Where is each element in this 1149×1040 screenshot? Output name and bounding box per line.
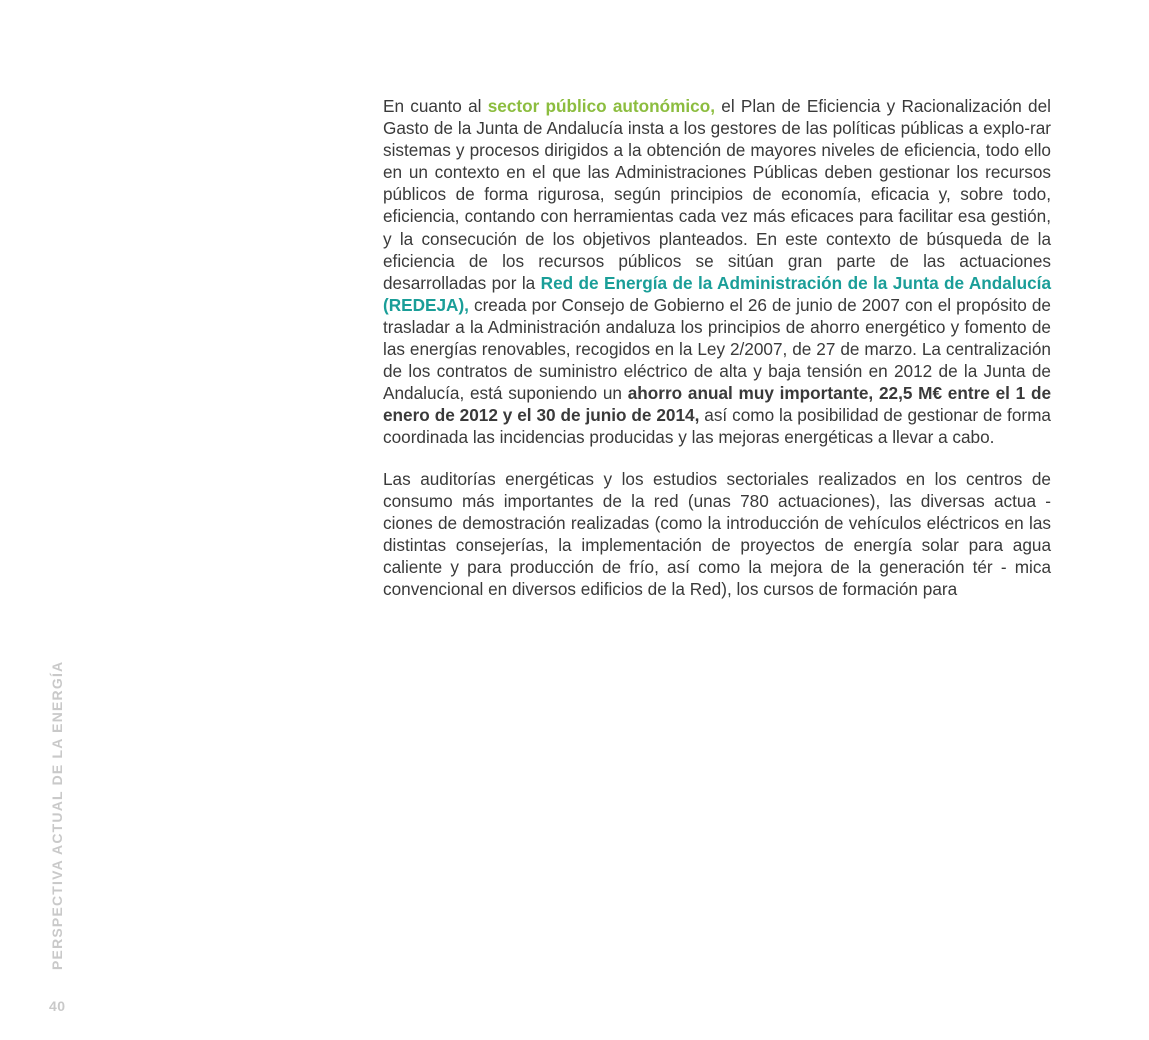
- section-side-label: PERSPECTIVA ACTUAL DE LA ENERGÍA: [49, 660, 65, 970]
- p1-seg-4: creada por Consejo de Gobierno el 26 de junio de 2007 con el propósito de trasladar a la Administración andaluza los principios de ahorro energético y fomento de las energías renovables, recogidos en la Ley 2/2007, de 27 de marzo. La centralización de los contratos de suministro eléctrico de alta y baja tensión en 2012 de la Junta de Andalucía, está suponiendo un: [383, 294, 1051, 404]
- paragraph-1: [383, 95, 1051, 449]
- p1-seg-0: En cuanto al: [383, 96, 488, 116]
- p1-seg-2: el Plan de Eficiencia y Racionalización del Gasto de la Junta de Andalucía insta a los gestores de las políticas públicas a explo-rar sistemas y procesos dirigidos a la obtención de mayores niveles de eficiencia, todo ello en un contexto en el que las Administraciones Públicas deben gestionar los recursos públicos de forma rigurosa, según principios de economía, eficacia y, sobre todo, eficiencia, contando con herramientas cada vez más eficaces para facilitar esa gestión, y la consecución de los objetivos planteados. En este contexto de búsqueda de la eficiencia de los recursos públicos se sitúan gran parte de las actuaciones desarrolladas por la: [383, 96, 1051, 293]
- highlight-ahorro-anual: ahorro anual muy importante, 22,5 M€ entre el 1 de enero de 2012 y el 30 de junio de 2014,: [383, 383, 1052, 426]
- highlight-redeja: Red de Energía de la Administración de la Junta de Andalucía (REDEJA),: [383, 272, 1052, 315]
- body-text-column: [383, 95, 1051, 600]
- p2-seg-0: Las auditorías energéticas y los estudios sectoriales realizados en los centros de consumo más importantes de la red (unas 780 actuaciones), las diversas actua - ciones de demostración realizadas (como la introducción de vehículos eléctricos en las distintas consejerías, la implementación de proyectos de energía solar para agua caliente y para producción de frío, así como la mejora de la generación tér - mica convencional en diversos edificios de la Red), los cursos de formación para: [383, 468, 1051, 599]
- highlight-sector-publico: sector público autonómico,: [487, 96, 716, 116]
- p1-seg-6: así como la posibilidad de gestionar de forma coordinada las incidencias producidas y las mejoras energéticas a llevar a cabo.: [383, 405, 1051, 448]
- page-number: 40: [49, 998, 66, 1014]
- paragraph-2: [383, 468, 1051, 601]
